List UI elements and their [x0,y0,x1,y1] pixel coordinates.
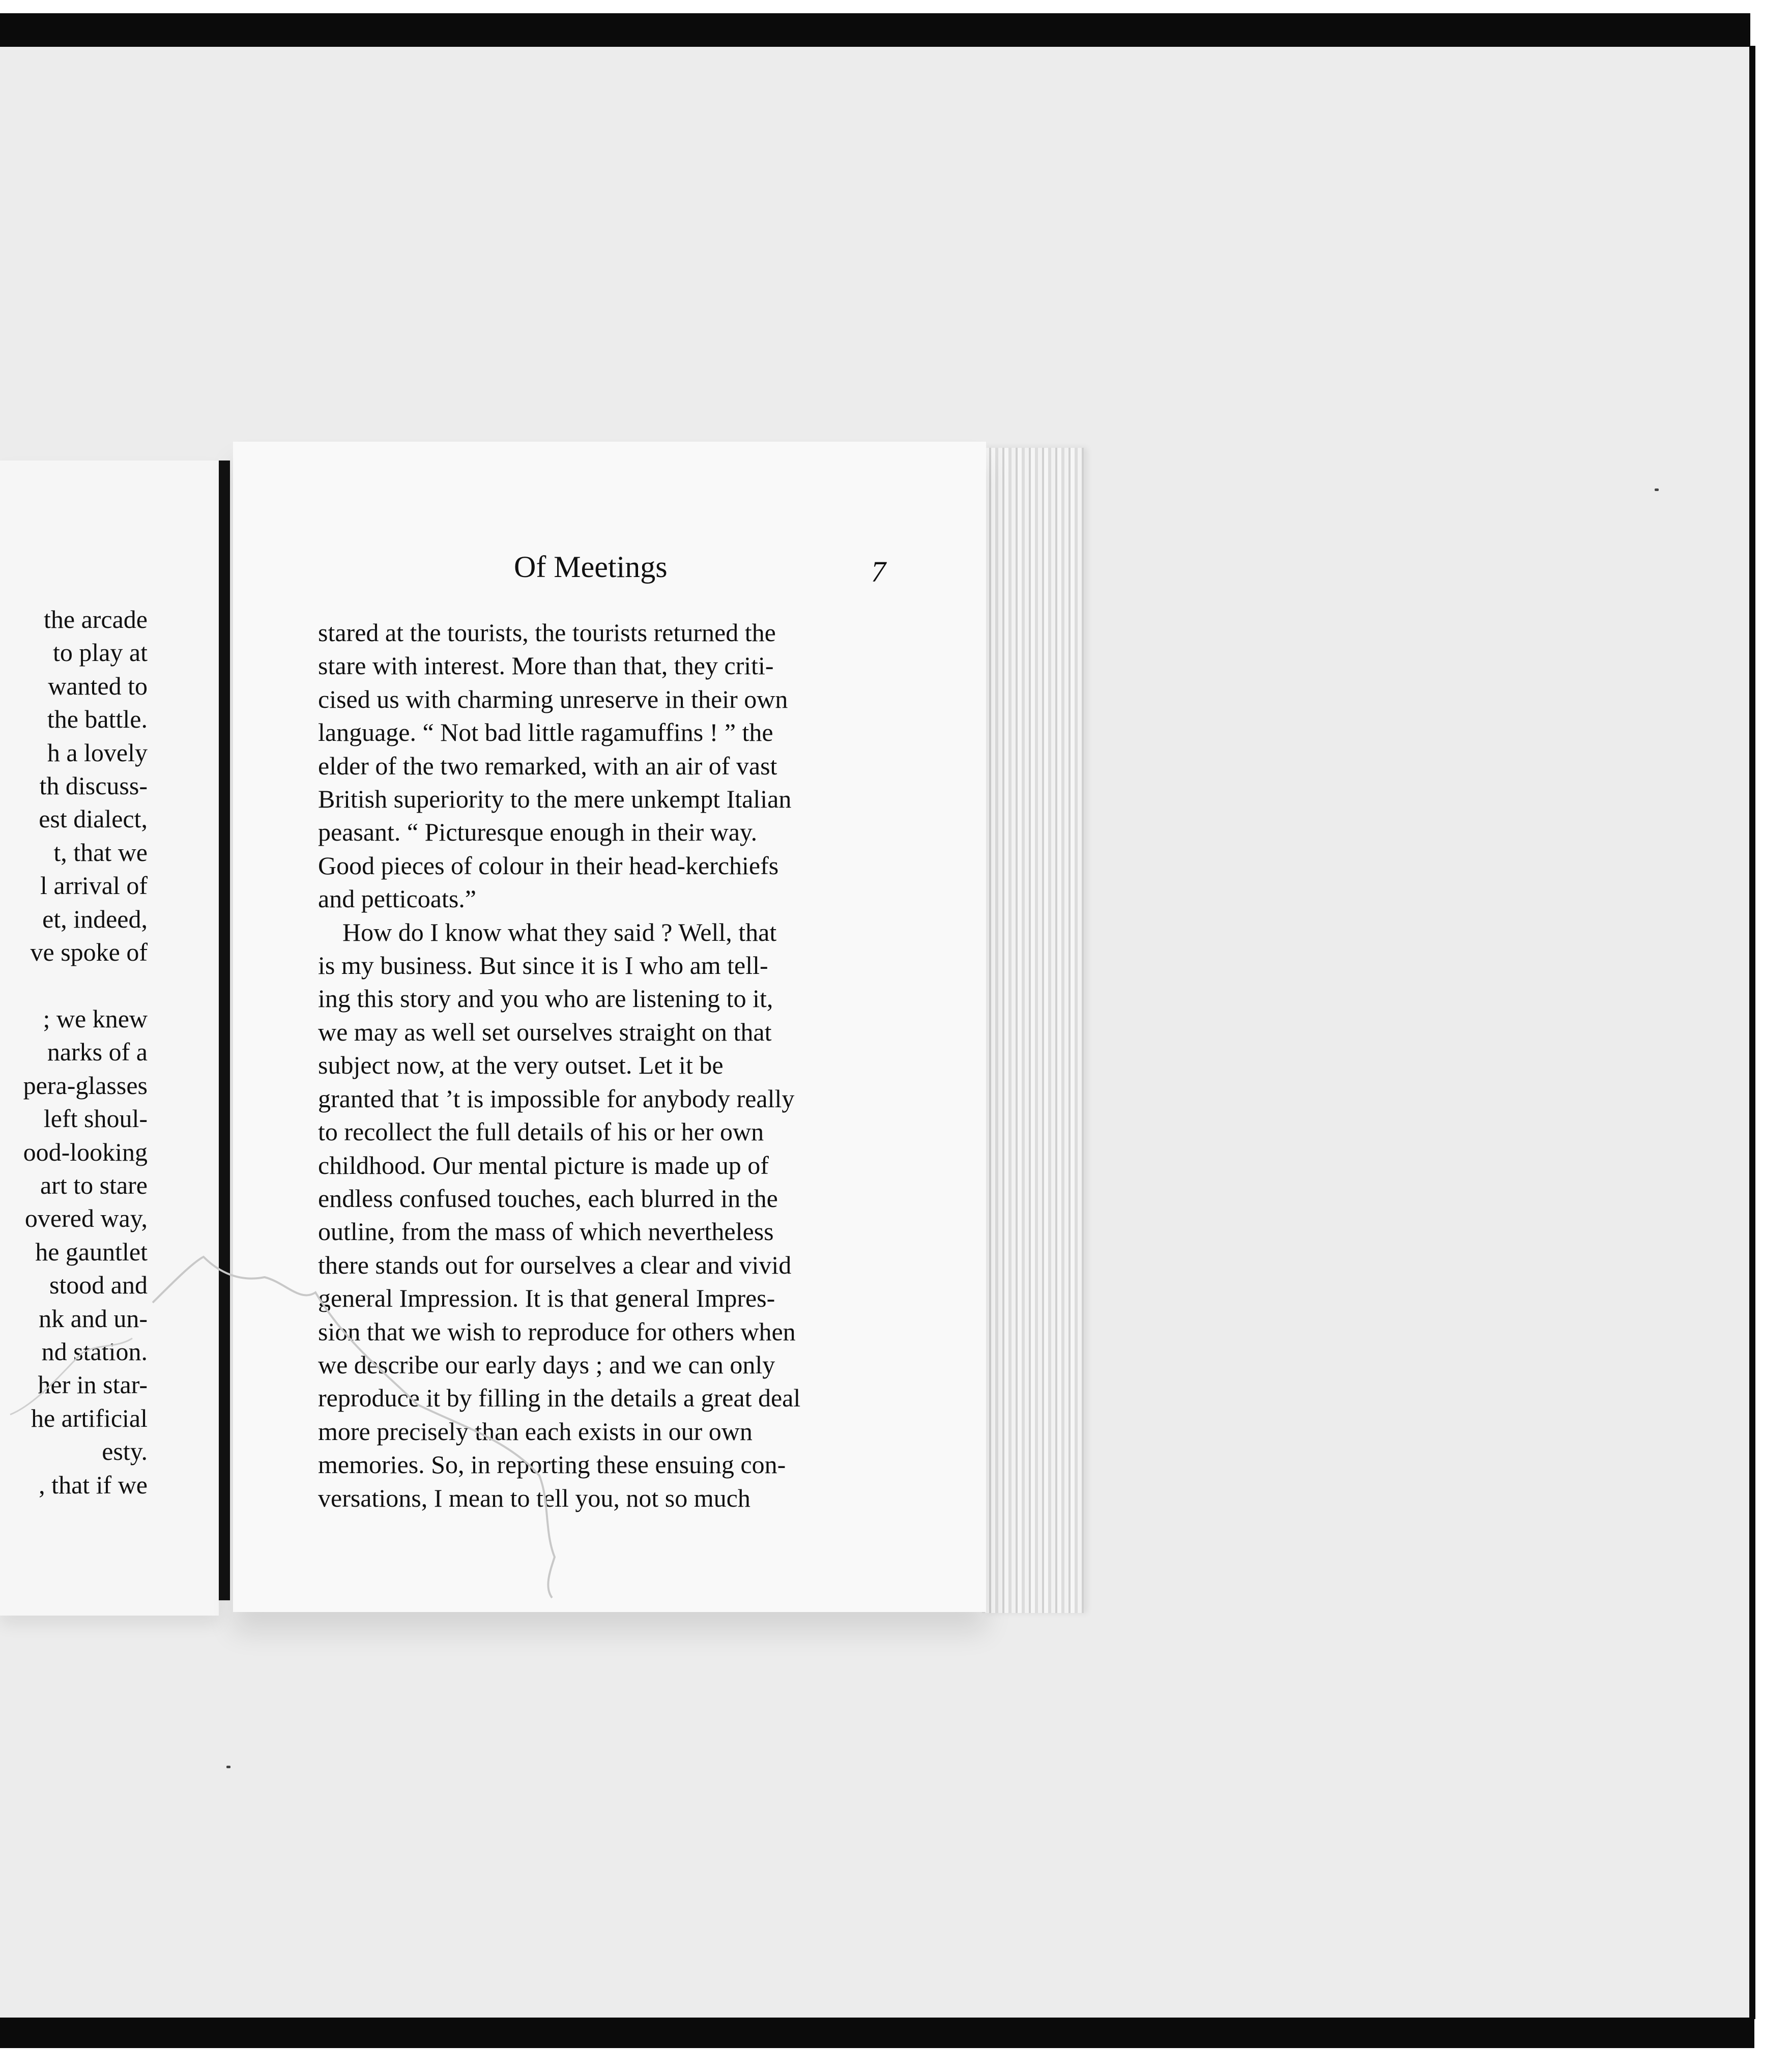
text-line: subject now, at the very outset. Let it be [318,1051,724,1080]
text-line: the arcade [43,605,148,634]
film-edge-top [0,13,1750,47]
text-line: elder of the two remarked, with an air of vast [318,751,777,780]
page-number: 7 [871,555,886,588]
text-line: granted that ’t is impossible for anybody really [318,1084,795,1113]
right-page-text [318,616,883,1515]
text-line: stared at the tourists, the tourists returned the [318,618,776,647]
text-line: cised us with charming unreserve in their own [318,684,788,713]
text-line: to play at [52,638,148,667]
text-line: pera-glasses [23,1071,148,1100]
text-line: nk and un- [39,1304,148,1333]
text-line: nd station. [41,1337,148,1366]
text-line: h a lovely [47,738,148,767]
text-line: left shoul- [43,1104,148,1133]
text-line: more precisely than each exists in our own [318,1417,753,1446]
text-line: , that if we [39,1470,148,1499]
text-line: narks of a [47,1038,148,1067]
text-line: esty. [102,1437,148,1466]
text-line: general Impression. It is that general Impres- [318,1284,775,1313]
text-line: stare with interest. More than that, they criti- [318,651,774,680]
text-line: we may as well set ourselves straight on that [318,1017,772,1046]
text-line: reproduce it by filling in the details a great deal [318,1384,801,1413]
page-edges [982,448,1084,1613]
text-line: there stands out for ourselves a clear and vivid [318,1250,792,1279]
text-line: the battle. [47,705,148,734]
text-line: l arrival of [40,871,148,900]
text-line: he gauntlet [35,1237,148,1266]
text-line: wanted to [48,671,148,700]
text-line: ing this story and you who are listening to it, [318,984,773,1013]
left-page-text [0,603,148,1502]
text-line: to recollect the full details of his or her own [318,1117,764,1146]
text-line: th discuss- [39,771,148,800]
text-line [0,969,148,1002]
film-edge-right [1749,46,1755,2019]
text-line: her in star- [38,1370,148,1399]
text-line: endless confused touches, each blurred in the [318,1184,778,1213]
text-line: t, that we [53,838,148,867]
text-line: stood and [49,1271,148,1300]
film-edge-bottom [0,2018,1754,2048]
text-line: est dialect, [39,804,148,833]
text-line: ve spoke of [30,938,148,967]
text-line: ; we knew [43,1004,148,1033]
dust-speck [226,1766,230,1768]
text-line: versations, I mean to tell you, not so much [318,1483,750,1512]
text-line: peasant. “ Picturesque enough in their way. [318,818,758,847]
text-line: sion that we wish to reproduce for others when [318,1317,796,1346]
text-line: memories. So, in reporting these ensuing con- [318,1450,786,1479]
text-line: he artificial [31,1403,148,1432]
paragraph-start-line: How do I know what they said ? Well, that [342,917,777,946]
book-gutter [219,461,230,1600]
running-head: Of Meetings [514,550,668,584]
text-line: and petticoats.” [318,884,476,913]
text-line: art to stare [40,1170,148,1199]
text-line: ood-looking [23,1137,148,1166]
text-line: is my business. But since it is I who am tell- [318,951,768,980]
text-line: childhood. Our mental picture is made up of [318,1150,769,1179]
dust-speck [1655,488,1659,491]
text-line: British superiority to the mere unkempt Italian [318,785,792,814]
text-line: Good pieces of colour in their head-kerchiefs [318,851,779,880]
text-line: we describe our early days ; and we can only [318,1350,775,1379]
text-line: language. “ Not bad little ragamuffins ! ” the [318,718,773,747]
text-line: overed way, [24,1204,148,1233]
text-line: et, indeed, [42,904,148,933]
text-line: outline, from the mass of which nevertheless [318,1217,774,1246]
